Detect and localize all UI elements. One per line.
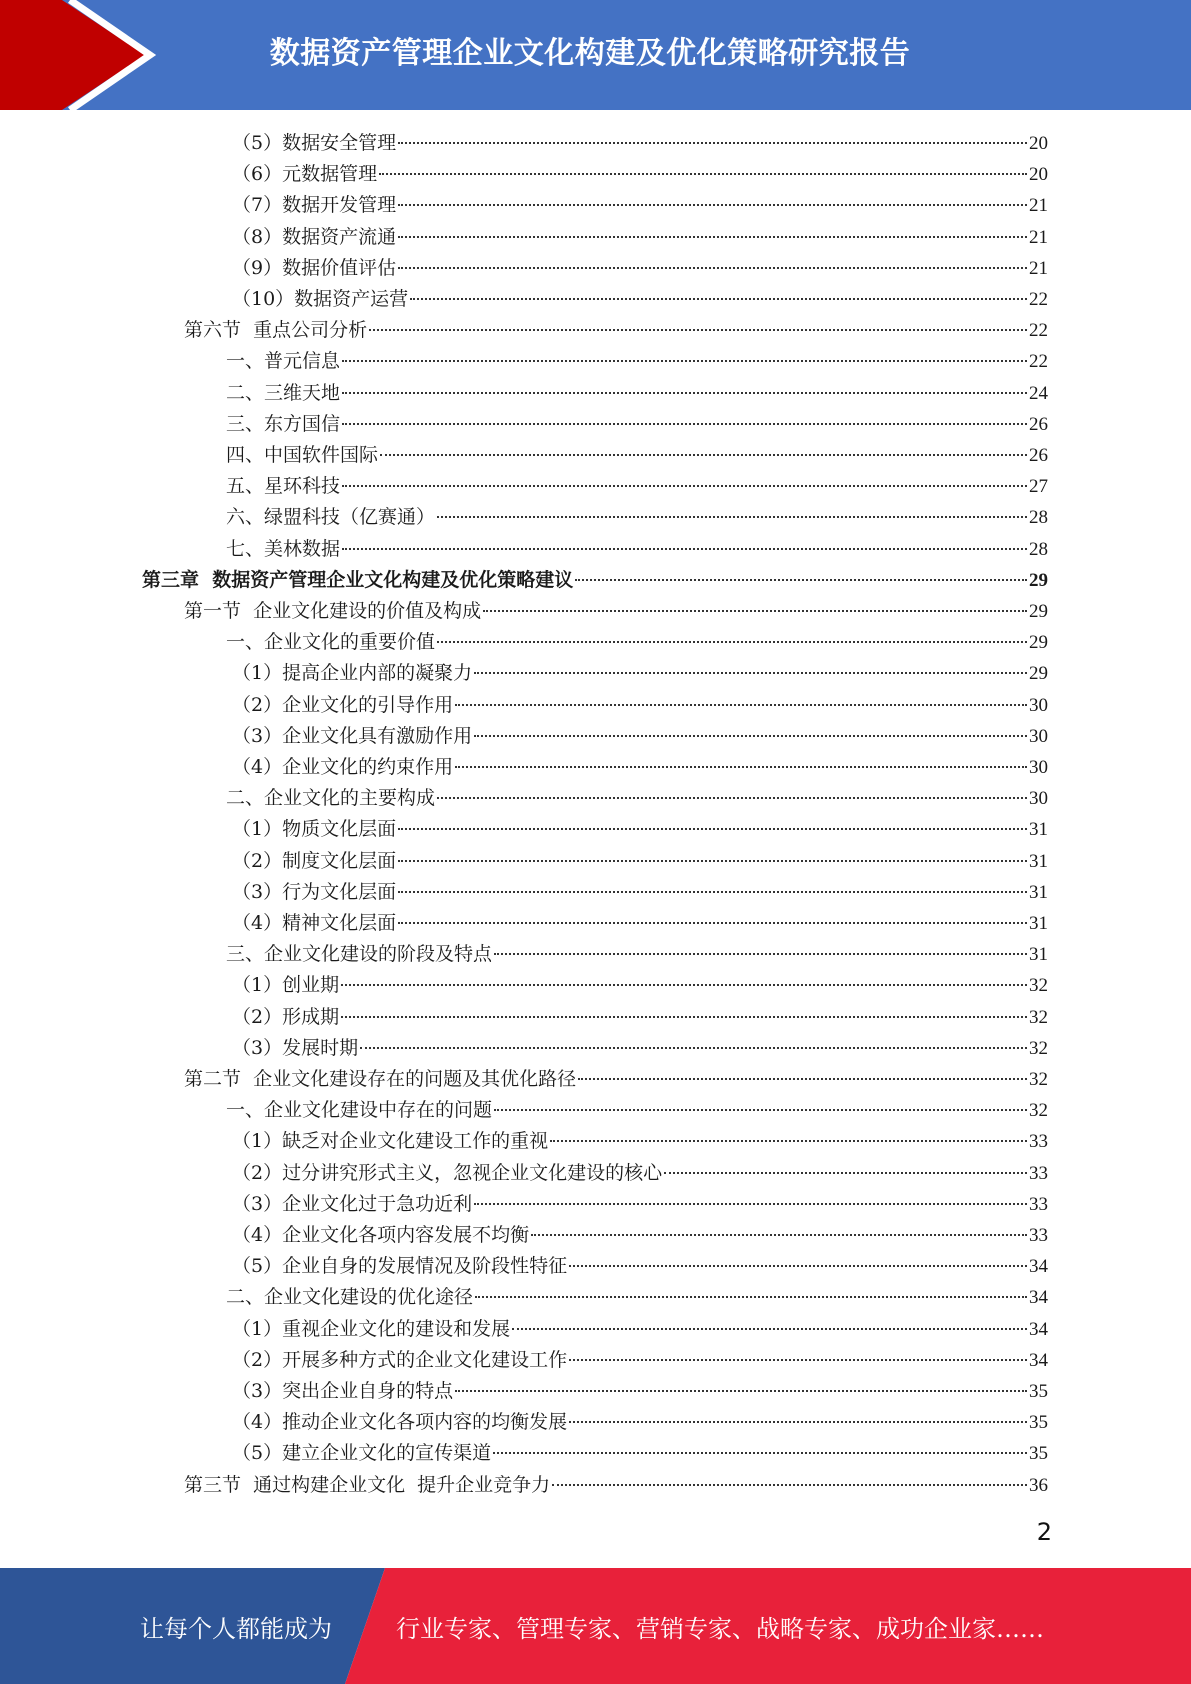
toc-dot-leader <box>494 1109 1027 1111</box>
toc-dot-leader <box>398 142 1027 144</box>
toc-entry[interactable] <box>232 690 1048 721</box>
document-title: 数据资产管理企业文化构建及优化策略研究报告 <box>269 36 911 71</box>
toc-dot-leader <box>475 1296 1027 1298</box>
toc-entry-label: 六、绿盟科技（亿赛通） <box>226 506 436 529</box>
toc-entry[interactable] <box>232 222 1048 253</box>
toc-entry-label: （7）数据开发管理 <box>232 194 397 217</box>
toc-entry-page: 31 <box>1029 881 1048 903</box>
toc-entry-page: 31 <box>1029 819 1048 841</box>
toc-dot-leader <box>493 1452 1027 1454</box>
toc-dot-leader <box>398 204 1027 206</box>
toc-dot-leader <box>398 236 1027 238</box>
toc-entry[interactable] <box>232 970 1048 1001</box>
toc-entry-label: （5）企业自身的发展情况及阶段性特征 <box>232 1255 568 1278</box>
toc-entry-page: 32 <box>1029 1100 1048 1122</box>
toc-entry-page: 31 <box>1029 913 1048 934</box>
toc-entry-page: 36 <box>1029 1474 1048 1496</box>
toc-dot-leader <box>512 1328 1027 1330</box>
toc-entry[interactable] <box>226 939 1048 970</box>
toc-entry-label: （6）元数据管理 <box>232 163 378 186</box>
toc-entry-label: 第六节 重点公司分析 <box>184 319 368 342</box>
toc-entry-label: （10）数据资产运营 <box>232 288 409 310</box>
toc-entry[interactable] <box>232 752 1048 783</box>
toc-dot-leader <box>398 860 1027 862</box>
toc-entry-label: （4）企业文化各项内容发展不均衡 <box>232 1224 530 1246</box>
toc-entry-page: 32 <box>1029 1006 1048 1028</box>
toc-entry[interactable] <box>232 846 1048 877</box>
toc-entry-page: 27 <box>1029 476 1048 498</box>
toc-entry-label: （4）企业文化的约束作用 <box>232 756 454 778</box>
toc-entry[interactable] <box>232 658 1048 689</box>
toc-entry[interactable] <box>184 1064 1048 1095</box>
toc-entry[interactable] <box>226 627 1048 658</box>
toc-dot-leader <box>531 1234 1027 1236</box>
toc-entry[interactable] <box>232 1438 1048 1469</box>
toc-dot-leader <box>578 1078 1027 1080</box>
toc-entry-label: （2）企业文化的引导作用 <box>232 693 454 716</box>
toc-entry-label: 二、三维天地 <box>226 381 341 404</box>
toc-dot-leader <box>342 423 1027 425</box>
toc-entry-page: 32 <box>1029 975 1048 997</box>
toc-entry-page: 28 <box>1029 538 1048 560</box>
toc-entry-label: 第二节 企业文化建设存在的问题及其优化路径 <box>184 1068 577 1090</box>
toc-entry-label: （4）推动企业文化各项内容的均衡发展 <box>232 1411 568 1434</box>
toc-entry-page: 22 <box>1029 351 1048 373</box>
toc-entry-page: 21 <box>1029 195 1048 217</box>
toc-entry-page: 29 <box>1029 632 1048 654</box>
toc-dot-leader <box>410 298 1027 300</box>
toc-entry-page: 31 <box>1029 944 1048 966</box>
toc-dot-leader <box>398 828 1027 830</box>
toc-dot-leader <box>575 579 1027 581</box>
toc-dot-leader <box>474 735 1027 737</box>
toc-dot-leader <box>342 392 1027 394</box>
toc-entry-page: 22 <box>1029 289 1048 310</box>
toc-dot-leader <box>664 1172 1027 1174</box>
toc-entry[interactable] <box>232 877 1048 908</box>
page-header <box>0 0 1191 110</box>
toc-entry-page: 28 <box>1029 507 1048 529</box>
toc-entry-page: 24 <box>1029 382 1048 404</box>
toc-entry-label: （1）创业期 <box>232 974 340 997</box>
toc-dot-leader <box>398 891 1027 893</box>
toc-entry-label: （4）精神文化层面 <box>232 912 397 934</box>
footer-slogan-right: 行业专家、管理专家、营销专家、战略专家、成功企业家…… <box>396 1614 1044 1643</box>
toc-dot-leader <box>569 1421 1027 1423</box>
toc-entry[interactable] <box>232 159 1048 190</box>
footer-slogan-left: 让每个人都能成为 <box>140 1614 332 1643</box>
toc-dot-leader <box>341 984 1027 986</box>
toc-dot-leader <box>494 953 1027 955</box>
toc-dot-leader <box>483 610 1027 612</box>
toc-dot-leader <box>379 173 1027 175</box>
toc-dot-leader <box>455 704 1027 706</box>
toc-entry-label: 二、企业文化的主要构成 <box>226 787 436 810</box>
toc-entry[interactable] <box>232 128 1048 159</box>
toc-entry-page: 32 <box>1029 1037 1048 1059</box>
toc-dot-leader <box>342 548 1027 550</box>
toc-entry-page: 35 <box>1029 1412 1048 1434</box>
toc-entry-page: 29 <box>1029 663 1048 685</box>
toc-entry-label: 一、企业文化的重要价值 <box>226 631 436 654</box>
toc-dot-leader <box>455 766 1027 768</box>
toc-entry[interactable] <box>232 1407 1048 1438</box>
toc-dot-leader <box>550 1140 1027 1142</box>
toc-entry-page: 30 <box>1029 788 1048 810</box>
toc-dot-leader <box>552 1484 1027 1486</box>
toc-dot-leader <box>474 1203 1027 1205</box>
toc-entry-label: 一、企业文化建设中存在的问题 <box>226 1099 493 1122</box>
toc-entry-page: 33 <box>1029 1131 1048 1153</box>
toc-entry[interactable] <box>226 378 1048 409</box>
toc-entry[interactable] <box>226 1282 1048 1313</box>
toc-dot-leader <box>398 267 1027 269</box>
toc-entry[interactable] <box>232 190 1048 221</box>
toc-dot-leader <box>455 1390 1027 1392</box>
toc-dot-leader <box>360 1047 1027 1049</box>
toc-dot-leader <box>569 1359 1027 1361</box>
toc-dot-leader <box>437 797 1027 799</box>
toc-entry-label: 第一节 企业文化建设的价值及构成 <box>184 600 482 622</box>
toc-dot-leader <box>474 672 1027 674</box>
toc-entry[interactable] <box>232 1345 1048 1376</box>
toc-dot-leader <box>569 1265 1027 1267</box>
toc-entry[interactable] <box>232 1158 1048 1189</box>
toc-entry-label: （2）开展多种方式的企业文化建设工作 <box>232 1348 568 1371</box>
toc-entry[interactable] <box>226 346 1048 377</box>
toc-entry[interactable] <box>226 471 1048 502</box>
toc-entry-label: （3）突出企业自身的特点 <box>232 1380 454 1402</box>
toc-chapter-entry[interactable] <box>142 565 1048 596</box>
toc-entry[interactable] <box>232 908 1048 939</box>
toc-entry-label: （1）缺乏对企业文化建设工作的重视 <box>232 1130 549 1153</box>
toc-entry[interactable] <box>226 409 1048 440</box>
toc-dot-leader <box>342 360 1027 362</box>
toc-entry[interactable] <box>226 440 1048 471</box>
toc-entry-label: （9）数据价值评估 <box>232 256 397 279</box>
toc-entry-label: （5）数据安全管理 <box>232 132 397 154</box>
toc-entry[interactable] <box>232 253 1048 284</box>
toc-entry[interactable] <box>232 721 1048 752</box>
toc-dot-leader <box>380 454 1027 456</box>
toc-entry-page: 34 <box>1029 1287 1048 1309</box>
toc-entry-label: 三、企业文化建设的阶段及特点 <box>226 943 493 966</box>
toc-entry-label: （1）提高企业内部的凝聚力 <box>232 662 473 685</box>
toc-dot-leader <box>437 641 1027 643</box>
toc-entry-label: 七、美林数据 <box>226 537 341 560</box>
toc-entry[interactable] <box>226 1095 1048 1126</box>
toc-entry[interactable] <box>232 1314 1048 1345</box>
toc-entry-page: 34 <box>1029 1349 1048 1371</box>
toc-entry-label: 一、普元信息 <box>226 350 341 373</box>
toc-entry-label: 第三节 通过构建企业文化 提升企业竞争力 <box>184 1473 551 1496</box>
toc-entry[interactable] <box>232 814 1048 845</box>
toc-entry[interactable] <box>226 534 1048 565</box>
toc-entry[interactable] <box>232 1376 1048 1407</box>
toc-entry-label: 五、星环科技 <box>226 475 341 498</box>
toc-entry-page: 29 <box>1029 569 1048 591</box>
toc-entry[interactable] <box>232 1126 1048 1157</box>
toc-entry-label: （2）形成期 <box>232 1005 340 1028</box>
toc-entry[interactable] <box>226 783 1048 814</box>
toc-entry-label: 四、中国软件国际 <box>226 444 379 466</box>
toc-entry-page: 30 <box>1029 757 1048 778</box>
toc-entry-page: 31 <box>1029 850 1048 872</box>
toc-entry-page: 35 <box>1029 1381 1048 1402</box>
toc-entry[interactable] <box>184 1470 1048 1501</box>
toc-dot-leader <box>398 922 1027 924</box>
toc-entry[interactable] <box>184 315 1048 346</box>
toc-entry-label: （2）制度文化层面 <box>232 849 397 872</box>
toc-entry-page: 22 <box>1029 320 1048 342</box>
toc-entry-page: 30 <box>1029 725 1048 747</box>
toc-dot-leader <box>437 516 1027 518</box>
toc-entry-page: 32 <box>1029 1069 1048 1090</box>
toc-entry-label: （3）发展时期 <box>232 1036 359 1059</box>
toc-entry-label: （3）行为文化层面 <box>232 880 397 903</box>
toc-entry[interactable] <box>232 1002 1048 1033</box>
toc-entry[interactable] <box>232 1220 1048 1251</box>
toc-entry-page: 21 <box>1029 257 1048 279</box>
toc-entry[interactable] <box>232 1189 1048 1220</box>
toc-entry-page: 26 <box>1029 445 1048 466</box>
toc-dot-leader <box>369 329 1027 331</box>
toc-entry[interactable] <box>226 502 1048 533</box>
toc-entry-label: （1）重视企业文化的建设和发展 <box>232 1317 511 1340</box>
page-footer <box>0 1568 1191 1684</box>
toc-entry-page: 26 <box>1029 413 1048 435</box>
toc-entry-page: 30 <box>1029 694 1048 716</box>
toc-entry-page: 33 <box>1029 1225 1048 1246</box>
toc-entry-page: 35 <box>1029 1443 1048 1465</box>
toc-entry-label: （3）企业文化具有激励作用 <box>232 724 473 747</box>
toc-entry[interactable] <box>232 1033 1048 1064</box>
toc-entry-page: 20 <box>1029 133 1048 154</box>
toc-entry-label: （8）数据资产流通 <box>232 225 397 248</box>
toc-entry-page: 34 <box>1029 1256 1048 1278</box>
toc-dot-leader <box>342 485 1027 487</box>
toc-entry-page: 33 <box>1029 1162 1048 1184</box>
page-number: 2 <box>1036 1518 1052 1546</box>
toc-dot-leader <box>341 1016 1027 1018</box>
toc-entry-page: 34 <box>1029 1318 1048 1340</box>
toc-entry-label: （2）过分讲究形式主义，忽视企业文化建设的核心 <box>232 1161 663 1184</box>
toc-entry-label: （3）企业文化过于急功近利 <box>232 1192 473 1215</box>
toc-entry[interactable] <box>184 596 1048 627</box>
toc-entry[interactable] <box>232 1251 1048 1282</box>
toc-entry-label: 二、企业文化建设的优化途径 <box>226 1286 474 1309</box>
toc-entry-label: （5）建立企业文化的宣传渠道 <box>232 1442 492 1465</box>
toc-entry-label: （1）物质文化层面 <box>232 818 397 841</box>
toc-entry-label: 第三章 数据资产管理企业文化构建及优化策略建议 <box>142 568 574 591</box>
toc-entry-page: 20 <box>1029 164 1048 186</box>
toc-entry-page: 33 <box>1029 1193 1048 1215</box>
toc-entry-label: 三、东方国信 <box>226 412 341 435</box>
toc-entry[interactable] <box>232 284 1048 315</box>
toc-entry-page: 29 <box>1029 601 1048 622</box>
toc-entry-page: 21 <box>1029 226 1048 248</box>
